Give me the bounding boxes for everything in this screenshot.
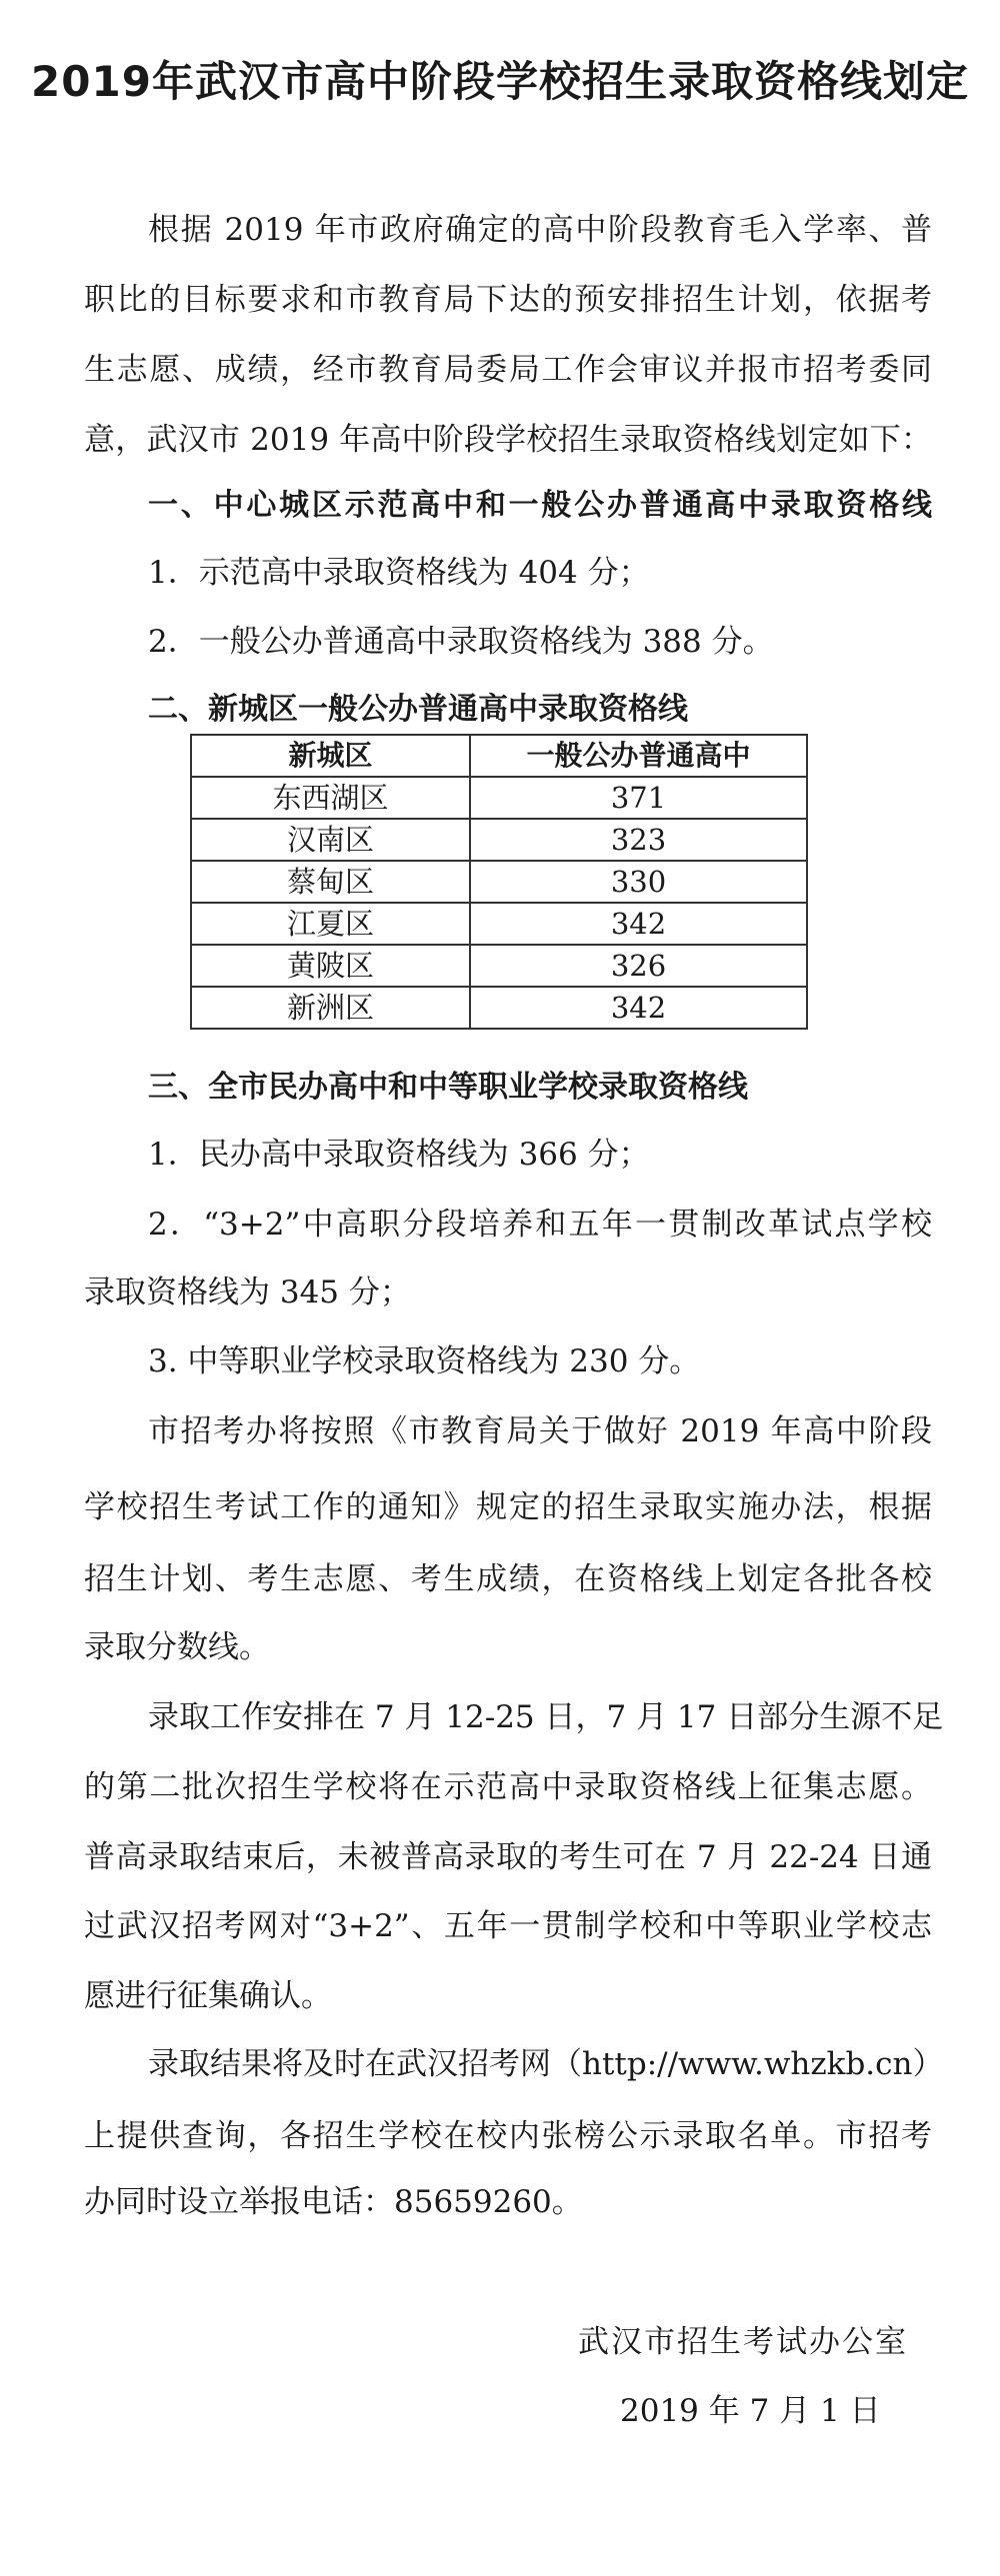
table-row: [191, 819, 807, 861]
schedule-line: 的第二批次招生学校将在示范高中录取资格线上征集志愿。: [84, 1769, 932, 1805]
score-cell: 371: [470, 777, 807, 819]
issue-date: 2019 年 7 月 1 日: [620, 2393, 881, 2429]
intro-line: 职比的目标要求和市教育局下达的预安排招生计划，依据考: [84, 282, 932, 318]
district-cutoff-table: [190, 734, 808, 1030]
results-line: 录取结果将及时在武汉招考网（http://www.whzkb.cn）: [148, 2046, 944, 2082]
section-3-item-continued: 录取资格线为 345 分；: [84, 1275, 411, 1310]
results-line: 上提供查询，各招生学校在校内张榜公示录取名单。市招考: [84, 2118, 932, 2154]
section-2-heading: 二、新城区一般公办普通高中录取资格线: [148, 692, 688, 727]
rules-line: 招生计划、考生志愿、考生成绩，在资格线上划定各批各校: [84, 1561, 932, 1597]
rules-line: 市招考办将按照《市教育局关于做好 2019 年高中阶段: [148, 1413, 932, 1449]
intro-line: 生志愿、成绩，经市教育局委局工作会审议并报市招考委同: [84, 352, 932, 388]
district-cell: 蔡甸区: [191, 861, 470, 903]
schedule-line: 普高录取结束后，未被普高录取的考生可在 7 月 22-24 日通: [84, 1839, 932, 1875]
district-cell: 东西湖区: [191, 777, 470, 819]
column-header-score: 一般公办普通高中: [470, 735, 807, 777]
intro-line: 意，武汉市 2019 年高中阶段学校招生录取资格线划定如下：: [84, 422, 932, 458]
score-cell: 342: [470, 987, 807, 1029]
rules-line: 学校招生考试工作的通知》规定的招生录取实施办法，根据: [84, 1489, 932, 1525]
section-1-item: 2．一般公办普通高中录取资格线为 388 分。: [148, 624, 774, 660]
score-cell: 330: [470, 861, 807, 903]
district-cell: 黄陂区: [191, 945, 470, 987]
table-row: [191, 861, 807, 903]
document-title: 2019年武汉市高中阶段学校招生录取资格线划定: [31, 57, 969, 106]
score-cell: 342: [470, 903, 807, 945]
table-row: [191, 777, 807, 819]
intro-line: 根据 2019 年市政府确定的高中阶段教育毛入学率、普: [148, 212, 932, 248]
district-cell: 新洲区: [191, 987, 470, 1029]
district-cell: 江夏区: [191, 903, 470, 945]
table-row: [191, 903, 807, 945]
schedule-line: 录取工作安排在 7 月 12-25 日，7 月 17 日部分生源不足: [148, 1699, 944, 1735]
section-3-item: 1．民办高中录取资格线为 366 分；: [148, 1137, 650, 1173]
table-row: [191, 987, 807, 1029]
table-row: [191, 945, 807, 987]
table-header-row: [191, 735, 807, 777]
column-header-district: 新城区: [191, 735, 470, 777]
schedule-line: 愿进行征集确认。: [84, 1978, 332, 2014]
section-3-heading: 三、全市民办高中和中等职业学校录取资格线: [148, 1070, 748, 1105]
results-line: 办同时设立举报电话：85659260。: [84, 2184, 583, 2220]
schedule-line: 过武汉招考网对“3+2”、五年一贯制学校和中等职业学校志: [84, 1908, 932, 1944]
section-1-heading: 一、中心城区示范高中和一般公办普通高中录取资格线: [148, 488, 932, 523]
district-cell: 汉南区: [191, 819, 470, 861]
section-3-item: 2．“3+2”中高职分段培养和五年一贯制改革试点学校: [148, 1207, 932, 1243]
rules-line: 录取分数线。: [84, 1629, 270, 1665]
issuer-name: 武汉市招生考试办公室: [578, 2324, 908, 2360]
score-cell: 326: [470, 945, 807, 987]
section-1-item: 1．示范高中录取资格线为 404 分；: [148, 555, 650, 591]
score-cell: 323: [470, 819, 807, 861]
section-3-item: 3. 中等职业学校录取资格线为 230 分。: [148, 1343, 701, 1379]
